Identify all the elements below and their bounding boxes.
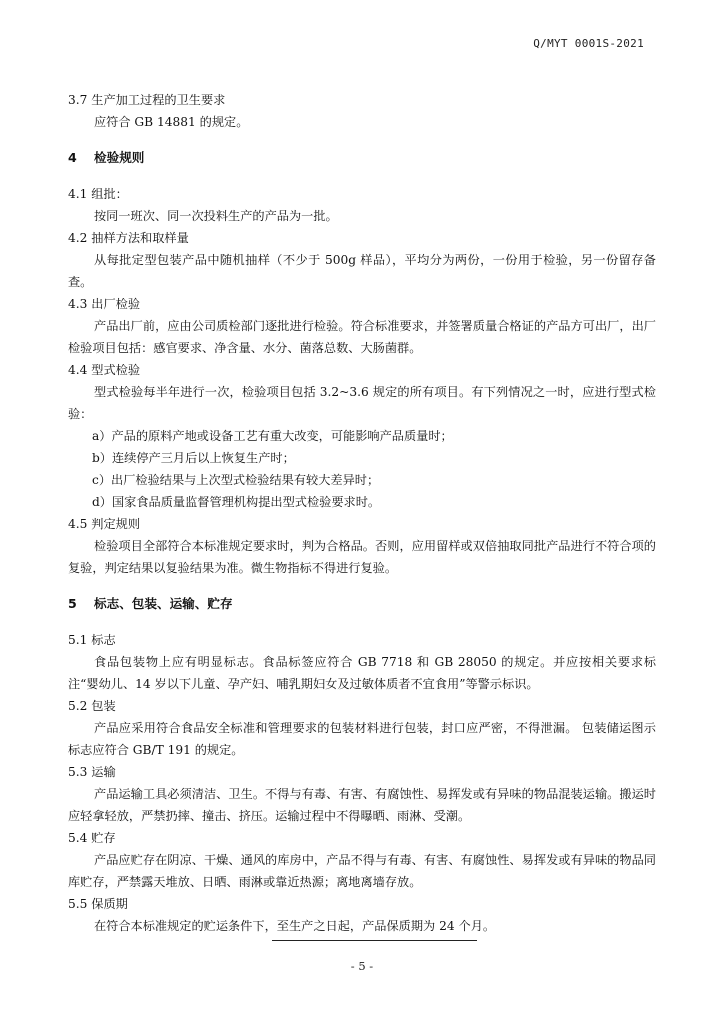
section-5-4-title: 5.4 贮存 — [68, 831, 116, 845]
section-4-4-item-d: d）国家食品质量监督管理机构提出型式检验要求时。 — [92, 495, 381, 509]
section-4-4-title: 4.4 型式检验 — [68, 363, 141, 377]
section-4-5-title: 4.5 判定规则 — [68, 517, 141, 531]
section-4-4-item-b: b）连续停产三月后以上恢复生产时； — [92, 451, 295, 465]
section-5-heading — [68, 593, 656, 615]
section-5-title: 标志、包装、运输、贮存 — [94, 596, 233, 611]
section-4-title: 检验规则 — [94, 150, 145, 165]
section-4-3-text: 产品出厂前，应由公司质检部门逐批进行检验。符合标准要求，并签署质量合格证的产品方可出厂，出厂检验项目包括：感官要求、净含量、水分、菌落总数、大肠菌群。 — [68, 319, 656, 355]
section-4-4-text: 型式检验每半年进行一次，检验项目包括 3.2~3.6 规定的所有项目。有下列情况之一时，应进行型式检验： — [68, 385, 656, 421]
section-4-heading — [68, 147, 656, 169]
footer-divider — [272, 940, 477, 941]
section-5-2-text: 产品应采用符合食品安全标准和管理要求的包装材料进行包装，封口应严密，不得泄漏。 包装储运图示标志应符合 GB/T 191 的规定。 — [68, 721, 656, 757]
section-3-7-title: 3.7 生产加工过程的卫生要求 — [68, 93, 226, 107]
section-5-1-text: 食品包装物上应有明显标志。食品标签应符合 GB 7718 和 GB 28050 的规定。并应按相关要求标注“婴幼儿、14 岁以下儿童、孕产妇、哺乳期妇女及过敏体质者不宜食用”等警示标识。 — [68, 655, 656, 691]
section-4-4-item-a: a）产品的原料产地或设备工艺有重大改变，可能影响产品质量时； — [92, 429, 453, 443]
section-5-3-text: 产品运输工具必须清洁、卫生。不得与有毒、有害、有腐蚀性、易挥发或有异味的物品混装运输。搬运时应轻拿轻放，严禁扔摔、撞击、挤压。运输过程中不得曝晒、雨淋、受潮。 — [68, 787, 656, 823]
standard-code-header: Q/MYT 0001S-2021 — [533, 37, 644, 50]
section-4-4-item-c: c）出厂检验结果与上次型式检验结果有较大差异时； — [92, 473, 380, 487]
section-5-5-text: 在符合本标准规定的贮运条件下，至生产之日起，产品保质期为 24 个月。 — [94, 919, 496, 933]
section-5-5-title: 5.5 保质期 — [68, 897, 128, 911]
section-5-3-title: 5.3 运输 — [68, 765, 116, 779]
page-number: - 5 - — [350, 959, 374, 973]
section-4-number: 4 — [68, 150, 77, 165]
section-3-7-text: 应符合 GB 14881 的规定。 — [94, 115, 249, 129]
section-5-2-title: 5.2 包装 — [68, 699, 116, 713]
section-4-1-title: 4.1 组批： — [68, 187, 128, 201]
section-4-3-title: 4.3 出厂检验 — [68, 297, 141, 311]
section-5-1-title: 5.1 标志 — [68, 633, 116, 647]
section-4-5-text: 检验项目全部符合本标准规定要求时，判为合格品。否则，应用留样或双倍抽取同批产品进行不符合项的复验，判定结果以复验结果为准。微生物指标不得进行复验。 — [68, 539, 656, 575]
section-5-4-text: 产品应贮存在阴凉、干燥、通风的库房中，产品不得与有毒、有害、有腐蚀性、易挥发或有异味的物品同库贮存，严禁露天堆放、日晒、雨淋或靠近热源；离地离墙存放。 — [68, 853, 656, 889]
section-4-2-title: 4.2 抽样方法和取样量 — [68, 231, 189, 245]
section-5-number: 5 — [68, 596, 77, 611]
section-4-2-text: 从每批定型包装产品中随机抽样（不少于 500g 样品），平均分为两份，一份用于检验，另一份留存备查。 — [68, 253, 656, 289]
document-body — [68, 89, 656, 937]
section-4-1-text: 按同一班次、同一次投料生产的产品为一批。 — [94, 209, 338, 223]
